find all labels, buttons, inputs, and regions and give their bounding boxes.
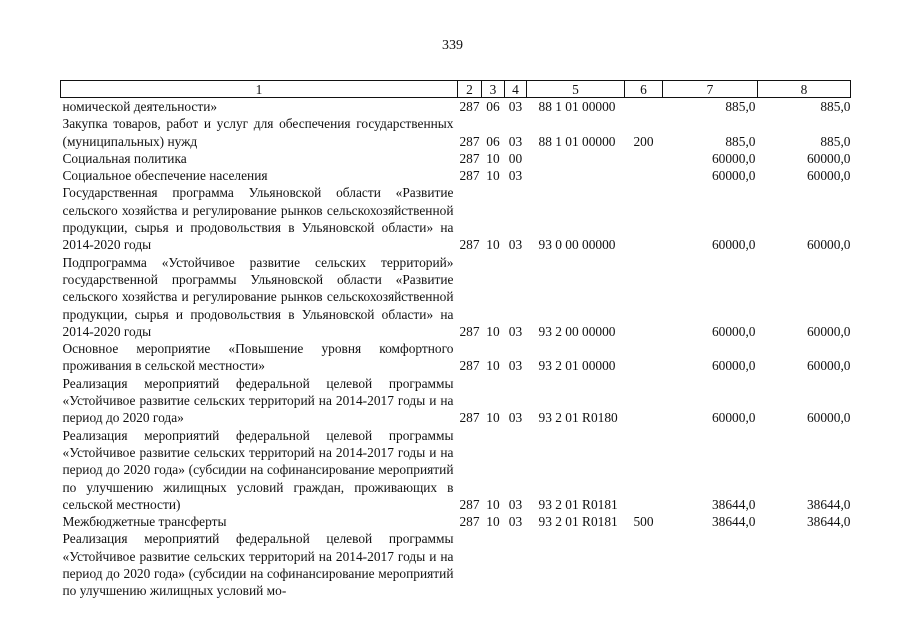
page-number: 339 xyxy=(442,38,463,53)
table-row xyxy=(61,98,851,116)
row-name-cell: Подпрограмма «Устойчивое развитие сельских территорий» государственной программы Ульяновской области «Развитие сельского хозяйства и регулирование рынков сельскохозяйственной продукции, сырья и продовольствия в Ульяновской области» на 2014-2020 годы xyxy=(62,254,454,339)
section-code-cell: 10 xyxy=(486,237,500,253)
row-name-cell: Закупка товаров, работ и услуг для обеспечения государственных (муниципальных) нужд xyxy=(62,116,454,149)
target-article-cell: 93 0 00 00000 xyxy=(538,237,616,253)
subsection-code-cell: 03 xyxy=(508,237,523,253)
amount-year1-cell: 885,0 xyxy=(725,99,756,114)
expense-type-cell xyxy=(625,98,663,116)
table-row xyxy=(61,427,851,513)
row-name-cell: Социальное обеспечение населения xyxy=(62,168,268,184)
amount-year2-cell: 60000,0 xyxy=(806,358,851,374)
subsection-code-cell: 03 xyxy=(508,514,523,530)
amount-year2-cell xyxy=(758,530,851,599)
amount-year1-cell: 60000,0 xyxy=(711,237,756,253)
target-article-cell xyxy=(527,167,625,184)
subsection-code-cell: 00 xyxy=(508,150,523,166)
expense-type-cell xyxy=(625,375,663,427)
column-header: 2 xyxy=(458,81,482,98)
target-article-cell: 88 1 01 00000 xyxy=(538,99,616,114)
row-name-cell: Социальная политика xyxy=(62,150,187,166)
subsection-code-cell: 03 xyxy=(508,410,523,426)
row-name-cell: Основное мероприятие «Повышение уровня комфортного проживания в сельской местности» xyxy=(62,341,454,374)
section-code-cell: 10 xyxy=(486,323,500,339)
section-code-cell: 06 xyxy=(486,133,500,149)
table-row xyxy=(61,150,851,167)
section-code-cell: 06 xyxy=(486,99,500,114)
amount-year1-cell: 38644,0 xyxy=(711,514,756,530)
table-row xyxy=(61,513,851,530)
section-code-cell: 10 xyxy=(486,496,500,512)
row-name-cell: номической деятельности» xyxy=(62,99,218,114)
subsection-code-cell: 03 xyxy=(508,496,523,512)
ministry-code-cell: 287 xyxy=(459,410,480,426)
table-row xyxy=(61,115,851,150)
target-article-cell: 93 2 01 R0180 xyxy=(538,410,618,426)
table-row xyxy=(61,340,851,375)
ministry-code-cell: 287 xyxy=(459,150,480,166)
section-code-cell: 10 xyxy=(486,150,500,166)
subsection-code-cell: 03 xyxy=(508,358,523,374)
table-row xyxy=(61,167,851,184)
target-article-cell: 93 2 01 R0181 xyxy=(538,496,618,512)
amount-year2-cell: 38644,0 xyxy=(806,496,851,512)
amount-year1-cell: 60000,0 xyxy=(711,410,756,426)
section-code-cell: 10 xyxy=(486,358,500,374)
column-header: 8 xyxy=(758,81,851,98)
ministry-code-cell: 287 xyxy=(459,323,480,339)
amount-year1-cell: 60000,0 xyxy=(711,358,756,374)
ministry-code-cell: 287 xyxy=(459,496,480,512)
table-row xyxy=(61,375,851,427)
amount-year1-cell: 60000,0 xyxy=(711,323,756,339)
table-row xyxy=(61,184,851,253)
column-number-header-row xyxy=(61,81,851,98)
amount-year1-cell: 885,0 xyxy=(725,133,756,149)
ministry-code-cell: 287 xyxy=(459,237,480,253)
amount-year2-cell: 60000,0 xyxy=(806,410,851,426)
section-code-cell xyxy=(482,530,505,599)
subsection-code-cell xyxy=(505,530,527,599)
amount-year1-cell: 60000,0 xyxy=(711,150,756,166)
budget-table xyxy=(60,80,851,600)
subsection-code-cell: 03 xyxy=(508,323,523,339)
row-name-cell: Межбюджетные трансферты xyxy=(62,514,227,530)
expense-type-cell xyxy=(625,184,663,253)
subsection-code-cell: 03 xyxy=(508,133,523,149)
column-header: 3 xyxy=(482,81,505,98)
column-header: 1 xyxy=(61,81,458,98)
expense-type-cell xyxy=(625,340,663,375)
row-name-cell: Реализация мероприятий федеральной целевой программы «Устойчивое развитие сельских территорий на 2014-2017 годы и на период до 2020 года» (субсидии на софинансирование мероприятий по улучшению жилищных условий граждан, проживающих в сельской местности) xyxy=(62,427,454,512)
amount-year2-cell: 885,0 xyxy=(820,99,851,114)
expense-type-cell xyxy=(625,167,663,184)
ministry-code-cell xyxy=(458,530,482,599)
column-header: 7 xyxy=(663,81,758,98)
amount-year1-cell: 38644,0 xyxy=(711,496,756,512)
expense-type-cell: 500 xyxy=(633,514,654,530)
amount-year2-cell: 60000,0 xyxy=(806,150,851,166)
section-code-cell: 10 xyxy=(486,168,500,184)
expense-type-cell xyxy=(625,150,663,167)
section-code-cell: 10 xyxy=(486,514,500,530)
expense-type-cell: 200 xyxy=(633,133,654,149)
subsection-code-cell: 03 xyxy=(508,168,523,184)
target-article-cell: 93 2 00 00000 xyxy=(538,323,616,339)
amount-year2-cell: 38644,0 xyxy=(806,514,851,530)
column-header: 6 xyxy=(625,81,663,98)
target-article-cell: 93 2 01 00000 xyxy=(538,358,616,374)
subsection-code-cell: 03 xyxy=(508,99,523,114)
ministry-code-cell: 287 xyxy=(459,133,480,149)
column-header: 5 xyxy=(527,81,625,98)
amount-year2-cell: 60000,0 xyxy=(806,168,851,184)
ministry-code-cell: 287 xyxy=(459,514,480,530)
ministry-code-cell: 287 xyxy=(459,358,480,374)
amount-year1-cell: 60000,0 xyxy=(711,168,756,184)
row-name-cell: Реализация мероприятий федеральной целевой программы «Устойчивое развитие сельских территорий на 2014-2017 годы и на период до 2020 года» xyxy=(62,375,454,426)
amount-year2-cell: 60000,0 xyxy=(806,237,851,253)
amount-year2-cell: 60000,0 xyxy=(806,323,851,339)
target-article-cell: 93 2 01 R0181 xyxy=(538,514,618,530)
amount-year2-cell: 885,0 xyxy=(820,133,851,149)
target-article-cell: 88 1 01 00000 xyxy=(538,133,616,149)
table-row xyxy=(61,254,851,340)
amount-year1-cell xyxy=(663,530,758,599)
expense-type-cell xyxy=(625,530,663,599)
expense-type-cell xyxy=(625,254,663,340)
column-header: 4 xyxy=(505,81,527,98)
row-name-cell: Государственная программа Ульяновской области «Развитие сельского хозяйства и регулирование рынков сельскохозяйственной продукции, сырья и продовольствия в Ульяновской области» на 2014-2020 годы xyxy=(62,185,454,253)
ministry-code-cell: 287 xyxy=(459,168,480,184)
row-name-cell: Реализация мероприятий федеральной целевой программы «Устойчивое развитие сельских территорий на 2014-2017 годы и на период до 2020 года» (субсидии на софинансирование мероприятий по улучшению жилищных условий мо- xyxy=(62,531,454,599)
target-article-cell xyxy=(527,150,625,167)
section-code-cell: 10 xyxy=(486,410,500,426)
ministry-code-cell: 287 xyxy=(459,99,480,114)
table-row xyxy=(61,530,851,599)
expense-type-cell xyxy=(625,427,663,513)
target-article-cell xyxy=(527,530,625,599)
